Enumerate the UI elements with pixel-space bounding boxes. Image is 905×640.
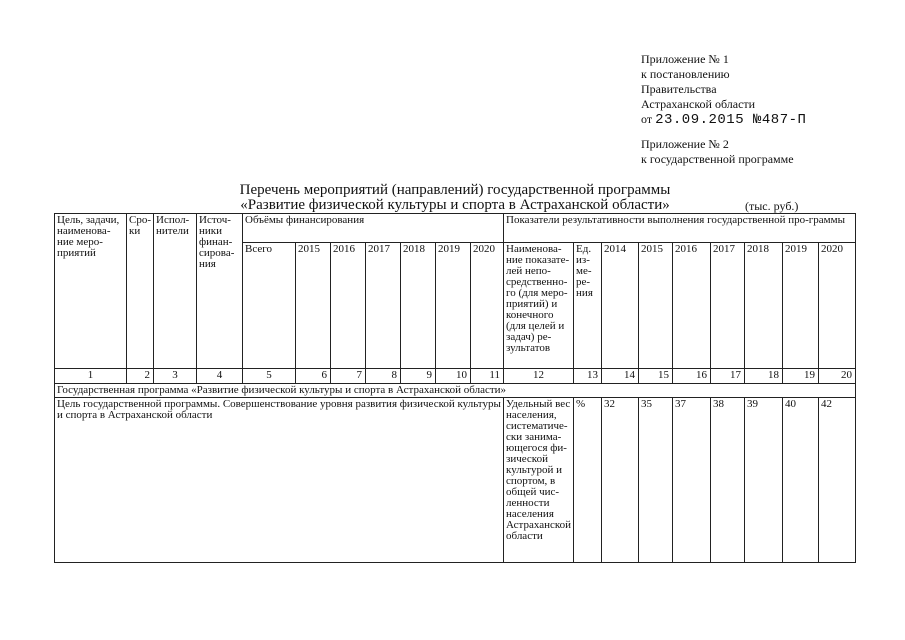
goal-row-value: 38 <box>711 398 745 563</box>
header-ind-year: 2016 <box>673 243 711 369</box>
column-number: 14 <box>602 369 639 384</box>
goal-row-value: 39 <box>745 398 783 563</box>
header-indicator-name: Наименова-ние показате-лей непо-средственно-го (для меро-приятий) и конечного (для целей и задач) ре-зультатов <box>504 243 574 369</box>
column-number: 20 <box>819 369 856 384</box>
column-number: 8 <box>366 369 401 384</box>
goal-row-unit: % <box>574 398 602 563</box>
appendix-1-date-line <box>641 112 806 128</box>
goal-row-value: 42 <box>819 398 856 563</box>
column-number: 13 <box>574 369 602 384</box>
column-number: 12 <box>504 369 574 384</box>
date-number-stamp: 23.09.2015 №487-П <box>655 112 807 128</box>
header-fin-year: 2019 <box>436 243 471 369</box>
appendix-1-line: Правительства <box>641 82 717 96</box>
units-label: (тыс. руб.) <box>745 199 799 213</box>
appendix-2-title: Приложение № 2 <box>641 137 729 151</box>
goal-row-indicator: Удельный вес населения, систематиче-ски занима-ющегося фи-зической культурой и спортом, в общей чис-ленности населения Астраханской области <box>504 398 574 563</box>
appendix-2-block <box>641 137 794 167</box>
header-ind-year: 2015 <box>639 243 673 369</box>
column-number: 9 <box>401 369 436 384</box>
goal-row-value: 35 <box>639 398 673 563</box>
program-row <box>55 384 856 398</box>
header-sources: Источ-ники финан-сирова-ния <box>197 214 243 369</box>
appendix-1-line: к постановлению <box>641 67 730 81</box>
document-title: Перечень мероприятий (направлений) государственной программы <box>239 182 671 198</box>
appendix-2-line: к государственной программе <box>641 152 794 166</box>
column-number: 2 <box>127 369 154 384</box>
column-number: 17 <box>711 369 745 384</box>
header-ind-year: 2019 <box>783 243 819 369</box>
header-fin-year: 2016 <box>331 243 366 369</box>
column-number: 10 <box>436 369 471 384</box>
column-number: 5 <box>243 369 296 384</box>
header-fin-year: 2018 <box>401 243 436 369</box>
header-fin-year: 2015 <box>296 243 331 369</box>
goal-row-value: 32 <box>602 398 639 563</box>
column-number: 4 <box>197 369 243 384</box>
column-number: 16 <box>673 369 711 384</box>
program-row-label: Государственная программа «Развитие физической культуры и спорта в Астраханской области» <box>55 384 856 398</box>
date-prefix: от <box>641 112 653 126</box>
goal-row-value: 40 <box>783 398 819 563</box>
appendix-1-block <box>641 52 806 128</box>
column-number: 18 <box>745 369 783 384</box>
header-ind-year: 2020 <box>819 243 856 369</box>
column-number: 3 <box>154 369 197 384</box>
header-goal: Цель, задачи, наименова-ние меро-приятий <box>55 214 127 369</box>
program-name-title: «Развитие физической культуры и спорта в Астраханской области» <box>240 197 670 213</box>
column-number: 19 <box>783 369 819 384</box>
header-fin-year: 2020 <box>471 243 504 369</box>
column-number-row <box>55 369 856 384</box>
measures-table <box>54 213 856 563</box>
goal-row-text: Цель государственной программы. Совершенствование уровня развития физической культуры и спорта в Астраханской области <box>55 398 504 563</box>
header-executors: Испол-нители <box>154 214 197 369</box>
header-financing: Объёмы финансирования <box>243 214 504 243</box>
header-terms: Сро-ки <box>127 214 154 369</box>
column-number: 15 <box>639 369 673 384</box>
column-number: 1 <box>55 369 127 384</box>
header-ind-year: 2018 <box>745 243 783 369</box>
header-total: Всего <box>243 243 296 369</box>
column-number: 11 <box>471 369 504 384</box>
goal-row <box>55 398 856 563</box>
header-ind-year: 2017 <box>711 243 745 369</box>
appendix-1-line: Астраханской области <box>641 97 756 111</box>
header-fin-year: 2017 <box>366 243 401 369</box>
goal-row-value: 37 <box>673 398 711 563</box>
header-unit: Ед. из-ме-ре-ния <box>574 243 602 369</box>
column-number: 7 <box>331 369 366 384</box>
header-indicators: Показатели результативности выполнения государственной про-граммы <box>504 214 856 243</box>
header-ind-year: 2014 <box>602 243 639 369</box>
column-number: 6 <box>296 369 331 384</box>
appendix-1-title: Приложение № 1 <box>641 52 729 66</box>
